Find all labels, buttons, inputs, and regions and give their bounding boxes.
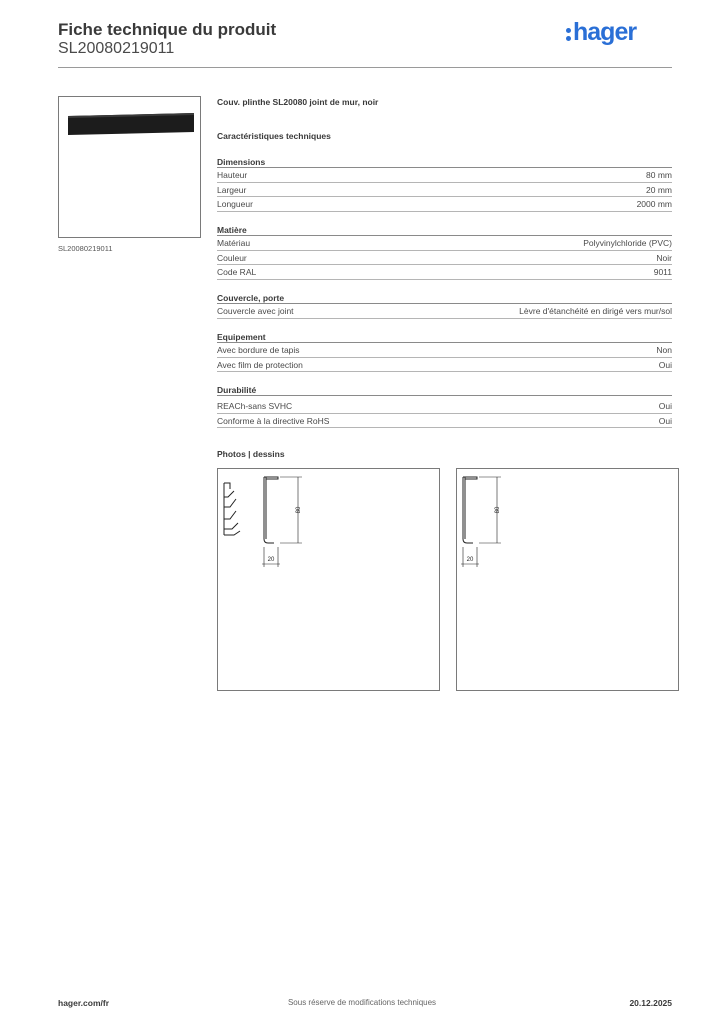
dimension-lines: [262, 477, 302, 567]
spec-value: Oui: [658, 401, 672, 411]
product-photo: [66, 112, 196, 136]
spec-value: Oui: [658, 359, 672, 370]
spec-row: [217, 183, 672, 198]
height-dimension-label: 80: [495, 506, 501, 514]
spec-label: Code RAL: [217, 267, 257, 277]
spec-row: [217, 168, 672, 183]
specs-heading: Caractéristiques techniques: [217, 131, 331, 141]
spec-label: Avec bordure de tapis: [217, 345, 300, 355]
header-divider: [58, 67, 672, 68]
spec-value: 20 mm: [646, 184, 672, 195]
page-title: Fiche technique du produit: [58, 20, 277, 39]
spec-row: [217, 414, 672, 429]
spec-label: Largeur: [217, 184, 247, 195]
spec-row: [217, 358, 672, 373]
section-title: Equipement: [217, 331, 672, 343]
product-image-frame: [58, 96, 201, 238]
spec-row: [217, 343, 672, 358]
section-equipement: [217, 331, 672, 372]
product-name: Couv. plinthe SL20080 joint de mur, noir: [217, 97, 379, 107]
dimension-lines: [461, 477, 501, 567]
spec-row: [217, 197, 672, 212]
section-couvercle: [217, 292, 672, 319]
spec-row: [217, 265, 672, 280]
base-profile-shape: [224, 483, 240, 535]
spec-label: Couvercle avec joint: [217, 306, 294, 316]
spec-label: Conforme à la directive RoHS: [217, 415, 330, 426]
logo-dots-icon: [566, 26, 571, 42]
section-title: Durabilité: [217, 384, 672, 396]
footer-date: 20.12.2025: [629, 998, 672, 1008]
logo-text: hager: [573, 18, 637, 46]
spec-value: Lèvre d'étanchéité en dirigé vers mur/sol: [519, 306, 672, 316]
technical-drawing-2: [456, 468, 679, 691]
spec-label: Couleur: [217, 252, 247, 263]
spec-row: [217, 251, 672, 266]
hager-logo: [566, 18, 636, 47]
section-title: Matière: [217, 224, 672, 236]
photos-heading: Photos | dessins: [217, 449, 285, 459]
spec-value: Noir: [656, 252, 672, 263]
section-durabilite: [217, 384, 672, 428]
technical-drawing-1: [217, 468, 440, 691]
spec-value: 80 mm: [646, 170, 672, 180]
spec-label: Matériau: [217, 238, 251, 248]
spec-value: Oui: [658, 415, 672, 426]
section-dimensions: [217, 156, 672, 212]
width-dimension-label: 20: [466, 557, 474, 563]
section-title: Couvercle, porte: [217, 292, 672, 304]
profile-drawing-svg: [457, 469, 678, 690]
cover-profile-shape: [463, 477, 477, 543]
footer-website-link[interactable]: hager.com/fr: [58, 998, 110, 1008]
product-reference: SL20080219011: [58, 40, 175, 57]
spec-value: Polyvinylchloride (PVC): [583, 238, 672, 248]
spec-label: Avec film de protection: [217, 359, 303, 370]
spec-value: Non: [656, 345, 672, 355]
spec-row: [217, 399, 672, 414]
cover-profile-shape: [264, 477, 278, 543]
width-dimension-label: 20: [267, 557, 275, 563]
section-title: Dimensions: [217, 156, 672, 168]
product-image-caption: SL20080219011: [58, 244, 113, 253]
section-matiere: [217, 224, 672, 280]
spec-label: Hauteur: [217, 170, 248, 180]
spec-value: 9011: [653, 267, 672, 277]
spec-label: Longueur: [217, 199, 253, 209]
spec-row: [217, 236, 672, 251]
height-dimension-label: 80: [296, 506, 302, 514]
spec-label: REACh-sans SVHC: [217, 401, 293, 411]
footer-disclaimer: Sous réserve de modifications techniques: [287, 998, 437, 1007]
spec-row: [217, 304, 672, 319]
spec-value: 2000 mm: [636, 199, 672, 209]
profile-drawing-svg: [218, 469, 439, 690]
